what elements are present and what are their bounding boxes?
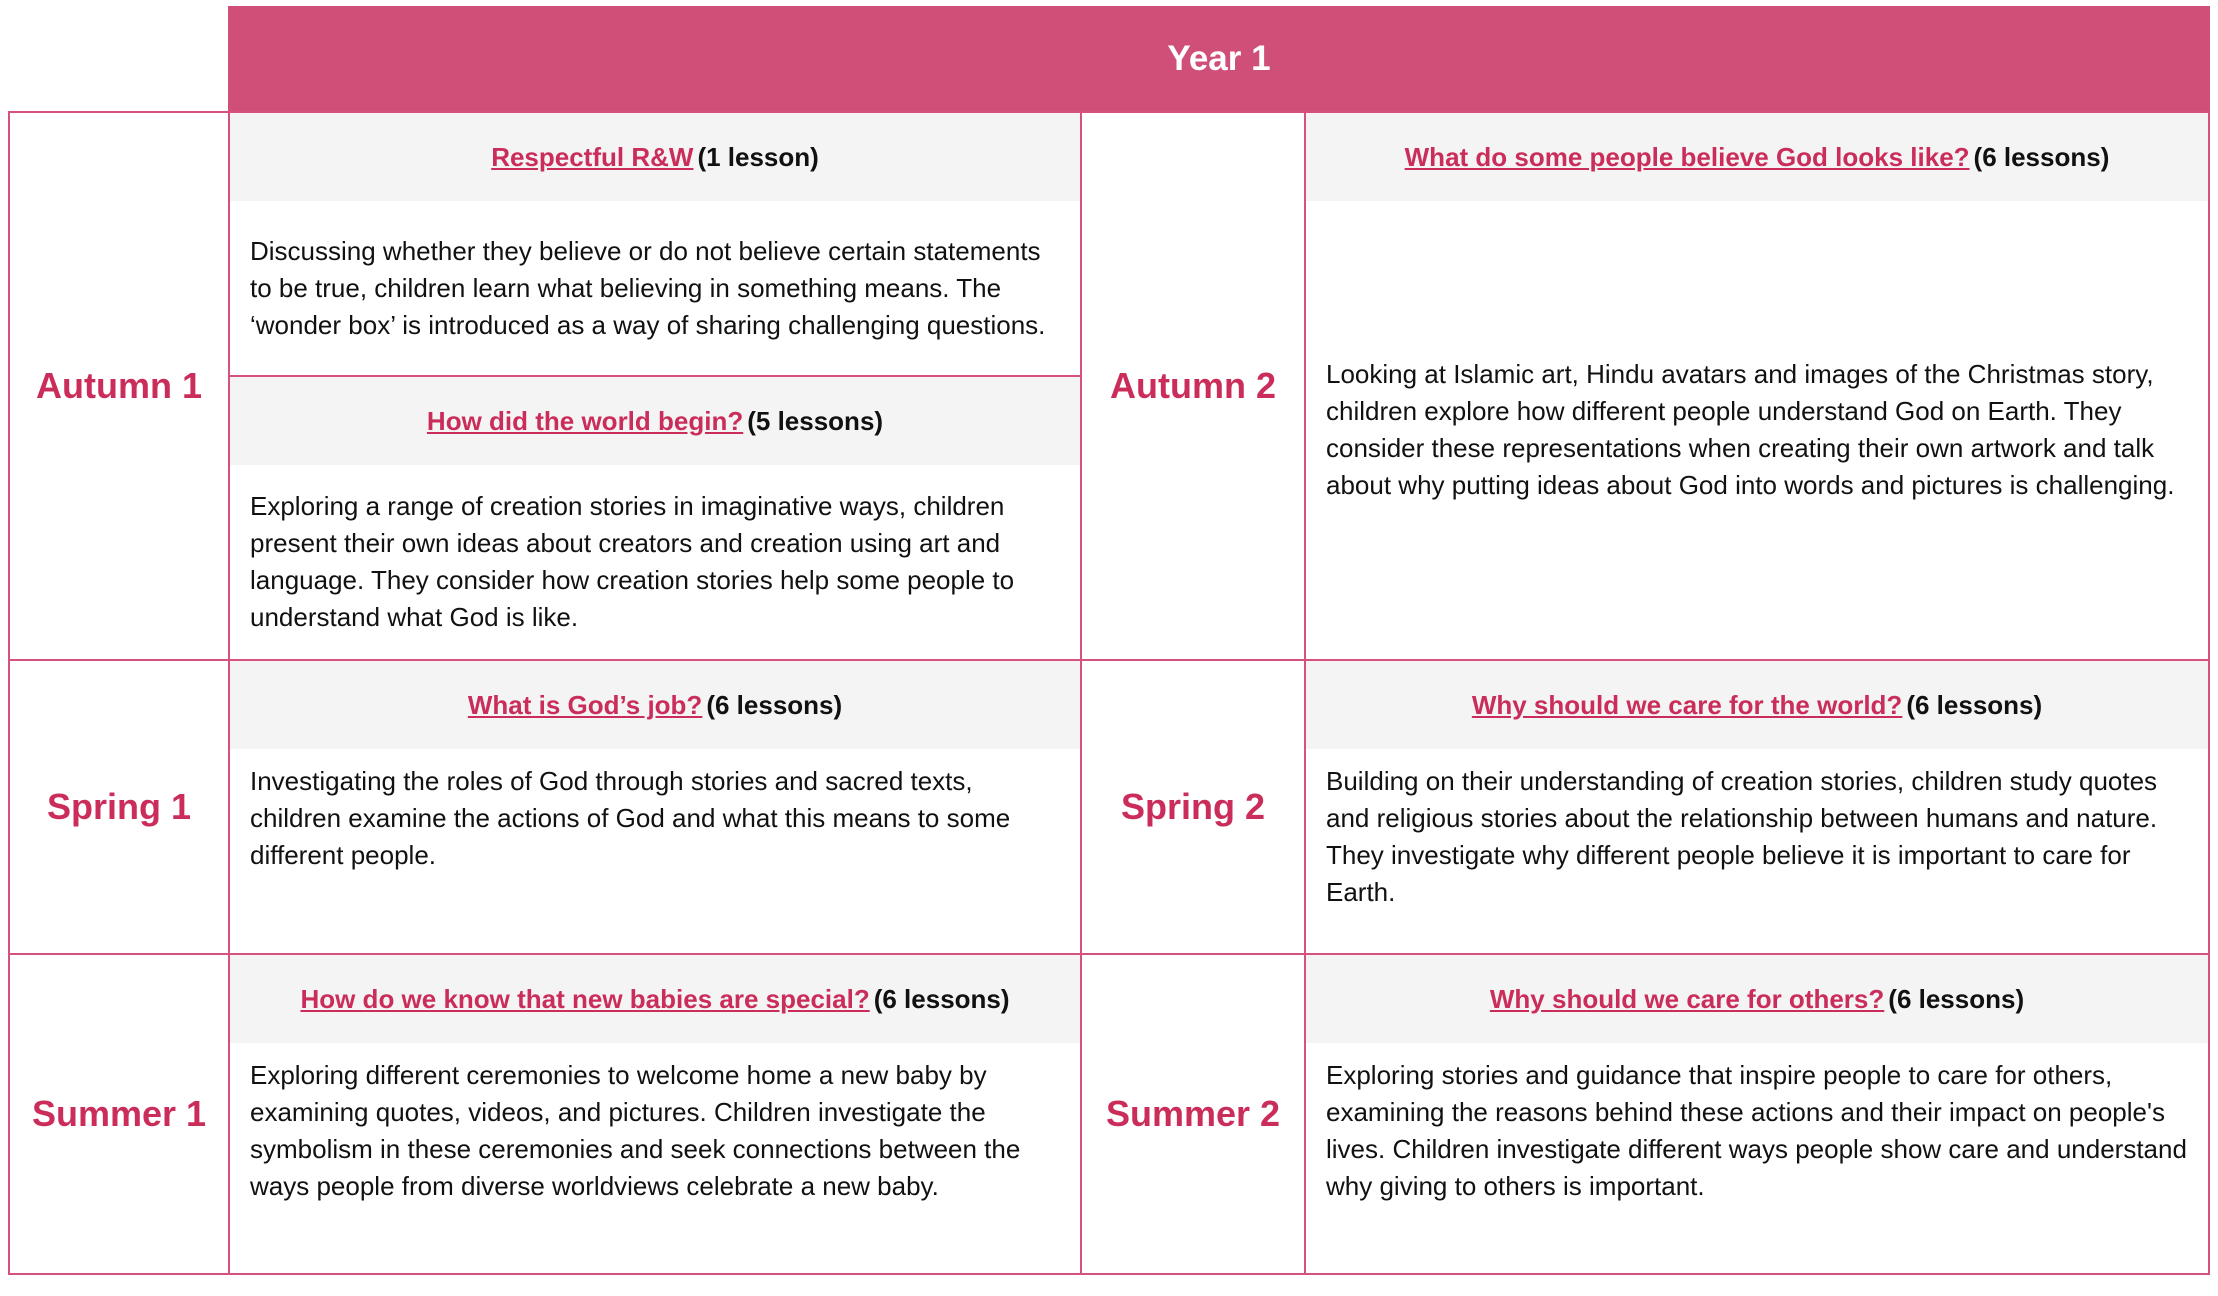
lesson-count: (6 lessons) xyxy=(1973,141,2110,172)
row-spring xyxy=(8,661,2210,955)
term-label: Spring 1 xyxy=(8,661,228,955)
unit-title xyxy=(230,661,1080,749)
unit-title xyxy=(230,113,1080,201)
units-column xyxy=(1304,111,2210,661)
unit-title xyxy=(1306,113,2208,201)
lesson-count: (5 lessons) xyxy=(747,405,884,436)
year-header: Year 1 xyxy=(228,6,2210,111)
lesson-count: (6 lessons) xyxy=(1906,689,2043,720)
unit-description-text: Looking at Islamic art, Hindu avatars and images of the Christmas story, children explore how different people understand God on Earth. They consider these representations when creating their own artwork and talk about why putting ideas about God into words and pictures is challenging. xyxy=(1326,359,2175,500)
unit-description-text: Exploring different ceremonies to welcome home a new baby by examining quotes, videos, and pictures. Children investigate the symbolism in these ceremonies and seek connections between the ways people from diverse worldviews celebrate a new baby. xyxy=(250,1060,1021,1201)
lesson-count: (6 lessons) xyxy=(1888,983,2025,1014)
unit-description xyxy=(230,1043,1080,1229)
unit-title xyxy=(230,375,1080,465)
unit-description-text: Building on their understanding of creation stories, children study quotes and religious stories about the relationship between humans and nature. They investigate why different people believe it is important to care for Earth. xyxy=(1326,766,2158,907)
term-label: Autumn 2 xyxy=(1080,111,1304,661)
unit-description-text: Exploring stories and guidance that inspire people to care for others, examining the reasons behind these actions and their impact on people's lives. Children investigate different ways people show care and understand why giving to others is important. xyxy=(1326,1060,2187,1201)
unit-title-link[interactable]: Why should we care for the world? xyxy=(1471,689,1903,720)
lesson-count: (6 lessons) xyxy=(873,983,1010,1014)
units-column xyxy=(1304,661,2210,955)
unit-title xyxy=(1306,955,2208,1043)
unit-title-link[interactable]: What is God’s job? xyxy=(467,689,703,720)
unit-title-link[interactable]: How did the world begin? xyxy=(426,405,744,436)
units-column xyxy=(228,955,1080,1275)
unit-description xyxy=(1306,201,2208,659)
unit-title xyxy=(230,955,1080,1043)
term-label: Spring 2 xyxy=(1080,661,1304,955)
term-label: Summer 2 xyxy=(1080,955,1304,1275)
unit-description-text: Discussing whether they believe or do not believe certain statements to be true, children learn what believing in something means. The ‘wonder box’ is introduced as a way of sharing challenging questions. xyxy=(250,235,1046,340)
unit-description xyxy=(230,465,1080,659)
units-column xyxy=(228,111,1080,661)
term-label: Autumn 1 xyxy=(8,111,228,661)
units-column xyxy=(228,661,1080,955)
unit-description xyxy=(1306,1043,2208,1229)
unit-description xyxy=(230,749,1080,911)
unit-description xyxy=(1306,749,2208,911)
row-summer xyxy=(8,955,2210,1275)
units-column xyxy=(1304,955,2210,1275)
unit-title-link[interactable]: Why should we care for others? xyxy=(1489,983,1885,1014)
unit-description-text: Exploring a range of creation stories in imaginative ways, children present their own ideas about creators and creation using art and language. They consider how creation stories help some people to understand what God is like. xyxy=(250,491,1015,632)
lesson-count: (1 lesson) xyxy=(697,141,819,172)
unit-title xyxy=(1306,661,2208,749)
lesson-count: (6 lessons) xyxy=(706,689,843,720)
term-label: Summer 1 xyxy=(8,955,228,1275)
unit-title-link[interactable]: What do some people believe God looks like? xyxy=(1404,141,1970,172)
unit-title-link[interactable]: Respectful R&W xyxy=(491,141,694,172)
unit-description xyxy=(230,201,1080,375)
row-autumn xyxy=(8,111,2210,661)
unit-title-link[interactable]: How do we know that new babies are special? xyxy=(300,983,870,1014)
unit-description-text: Investigating the roles of God through stories and sacred texts, children examine the actions of God and what this means to some different people. xyxy=(250,766,1011,870)
